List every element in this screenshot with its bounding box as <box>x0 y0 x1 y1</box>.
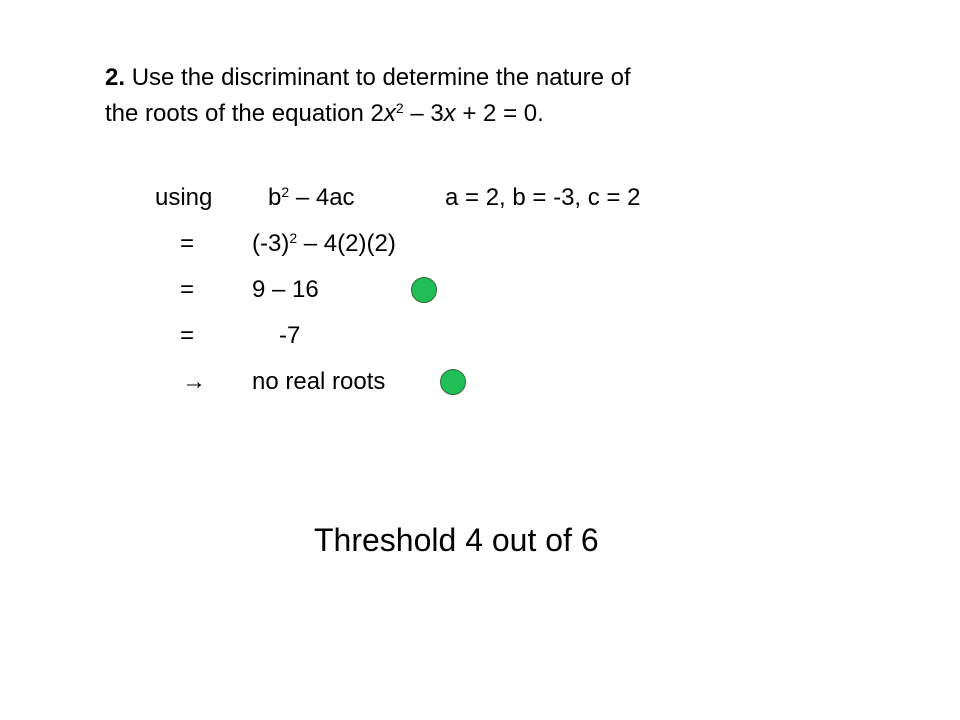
formula-rest: – 4ac <box>289 184 355 211</box>
threshold-text: Threshold 4 out of 6 <box>314 522 599 558</box>
exponent: 2 <box>395 100 404 116</box>
question-text-2b: – 3 <box>403 100 444 127</box>
step-simplify: 9 – 16 <box>252 276 319 303</box>
step1-exponent: 2 <box>289 230 298 246</box>
coefficient-values: a = 2, b = -3, c = 2 <box>445 184 641 211</box>
formula-b: b <box>268 184 282 211</box>
mark-dot-1 <box>411 277 437 303</box>
var-x: x <box>443 100 456 127</box>
step-result: -7 <box>279 322 301 349</box>
question-text-1: Use the discriminant to determine the nature of <box>131 64 631 91</box>
question-text-2c: + 2 = 0. <box>455 100 544 127</box>
question-text-2a: the roots of the equation 2 <box>105 100 384 127</box>
equals-sign-1: = <box>180 230 195 257</box>
arrow-glyph: → <box>182 368 206 395</box>
using-label: using <box>155 184 213 211</box>
var-x: x <box>383 100 396 127</box>
step1-a: (-3) <box>252 230 290 257</box>
question-line-2 <box>105 96 544 132</box>
step1-b: – 4(2)(2) <box>297 230 396 257</box>
formula-exponent: 2 <box>281 184 290 200</box>
question-line-1 <box>105 60 631 96</box>
equals-sign-3: = <box>180 322 195 349</box>
step-substitution <box>252 230 396 258</box>
equals-sign-2: = <box>180 276 195 303</box>
mark-dot-2 <box>440 369 466 395</box>
question-number: 2. <box>105 64 126 91</box>
conclusion-text: no real roots <box>252 368 386 395</box>
discriminant-formula <box>268 184 355 212</box>
